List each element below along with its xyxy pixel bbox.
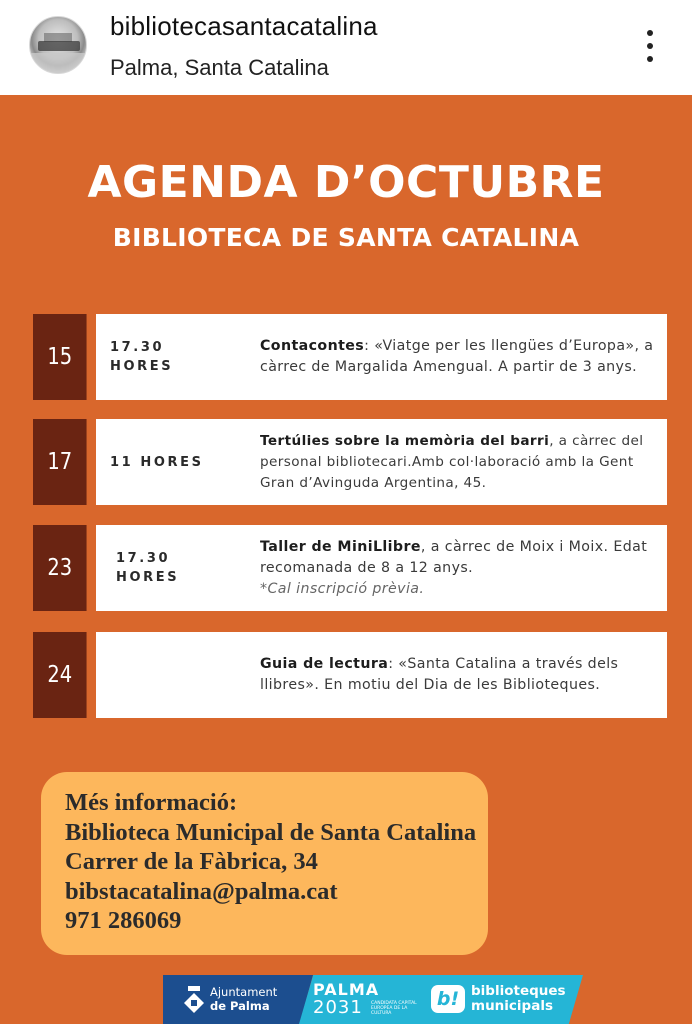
ajuntament-logo-text	[210, 985, 277, 1013]
info-heading: Més informació:	[65, 789, 238, 816]
palma-2031-logo	[313, 980, 417, 1018]
event-description	[260, 314, 660, 400]
event-description	[260, 419, 660, 505]
event-day: 23	[33, 525, 87, 611]
palma-line2: 2031	[313, 997, 363, 1018]
event-row	[33, 525, 667, 611]
account-name[interactable]: bibliotecasantacatalina	[110, 11, 378, 41]
event-card	[96, 419, 667, 505]
post-header	[0, 0, 692, 95]
event-description	[260, 525, 660, 611]
event-text: , a càrrec del personal bibliotecari.Amb col·laboració amb la Gent Gran d’Avinguda Argentina, 45.	[260, 432, 644, 491]
avatar-boat-hull	[38, 41, 80, 51]
event-title: Tertúlies sobre la memòria del barri	[260, 432, 550, 449]
palma-small-text: CANDIDATA CAPITAL EUROPEA DE LA CULTURA	[371, 1001, 417, 1016]
event-time-line1: 11 HORES	[110, 454, 204, 470]
event-title: Taller de MiniLlibre	[260, 538, 421, 555]
coat-of-arms-icon	[183, 985, 205, 1013]
sponsor-logos	[163, 975, 583, 1024]
avatar[interactable]	[29, 16, 87, 74]
event-day: 15	[33, 314, 87, 400]
location-link[interactable]: Palma, Santa Catalina	[110, 55, 329, 80]
event-day: 24	[33, 632, 87, 718]
info-address: Carrer de la Fàbrica, 34	[65, 848, 318, 875]
event-text: : «Viatge per les llengües d’Europa», a càrrec de Margalida Amengual. A partir de 3 anys.	[260, 338, 654, 375]
event-text: : «Santa Catalina a través dels llibres». En motiu del Dia de les Biblioteques.	[260, 656, 619, 693]
event-time-line2: HORES	[116, 570, 180, 585]
post-image[interactable]	[0, 95, 692, 1024]
more-options-button[interactable]	[640, 28, 660, 64]
event-card	[96, 314, 667, 400]
avatar-water	[30, 53, 87, 74]
bib-line2: municipals	[471, 998, 553, 1014]
info-phone: 971 286069	[65, 907, 182, 934]
event-time	[110, 419, 204, 505]
event-row	[33, 632, 667, 718]
biblioteques-logo-text	[471, 984, 566, 1014]
info-email: bibstacatalina@palma.cat	[65, 877, 338, 905]
event-note: *Cal inscripció prèvia.	[260, 580, 425, 597]
bib-line1: biblioteques	[471, 983, 566, 999]
more-vertical-icon	[647, 30, 653, 36]
info-box	[41, 772, 488, 955]
event-card	[96, 632, 667, 718]
more-vertical-icon	[647, 43, 653, 49]
event-time-line1: 17.30	[116, 551, 171, 566]
event-title: Contacontes	[260, 338, 365, 354]
biblioteques-icon: b!	[431, 985, 465, 1013]
event-day: 17	[33, 419, 87, 505]
event-time	[116, 525, 179, 611]
event-description	[260, 632, 660, 718]
ajuntament-line1: Ajuntament	[210, 985, 278, 999]
event-time	[110, 314, 173, 400]
event-time-line1: 17.30	[110, 340, 165, 355]
event-time-line2: HORES	[110, 359, 174, 374]
event-row	[33, 314, 667, 400]
poster-title: AGENDA D’OCTUBRE	[87, 157, 605, 208]
poster-subtitle: BIBLIOTECA DE SANTA CATALINA	[112, 223, 580, 252]
event-row	[33, 419, 667, 505]
event-card	[96, 525, 667, 611]
event-title: Guia de lectura	[260, 656, 389, 672]
more-vertical-icon	[647, 56, 653, 62]
palma-line1: PALMA	[313, 980, 380, 999]
ajuntament-line2: de Palma	[210, 999, 270, 1013]
event-text: , a càrrec de Moix i Moix. Edat recomanada de 8 a 12 anys.	[260, 538, 648, 576]
info-library-name: Biblioteca Municipal de Santa Catalina	[65, 818, 477, 846]
